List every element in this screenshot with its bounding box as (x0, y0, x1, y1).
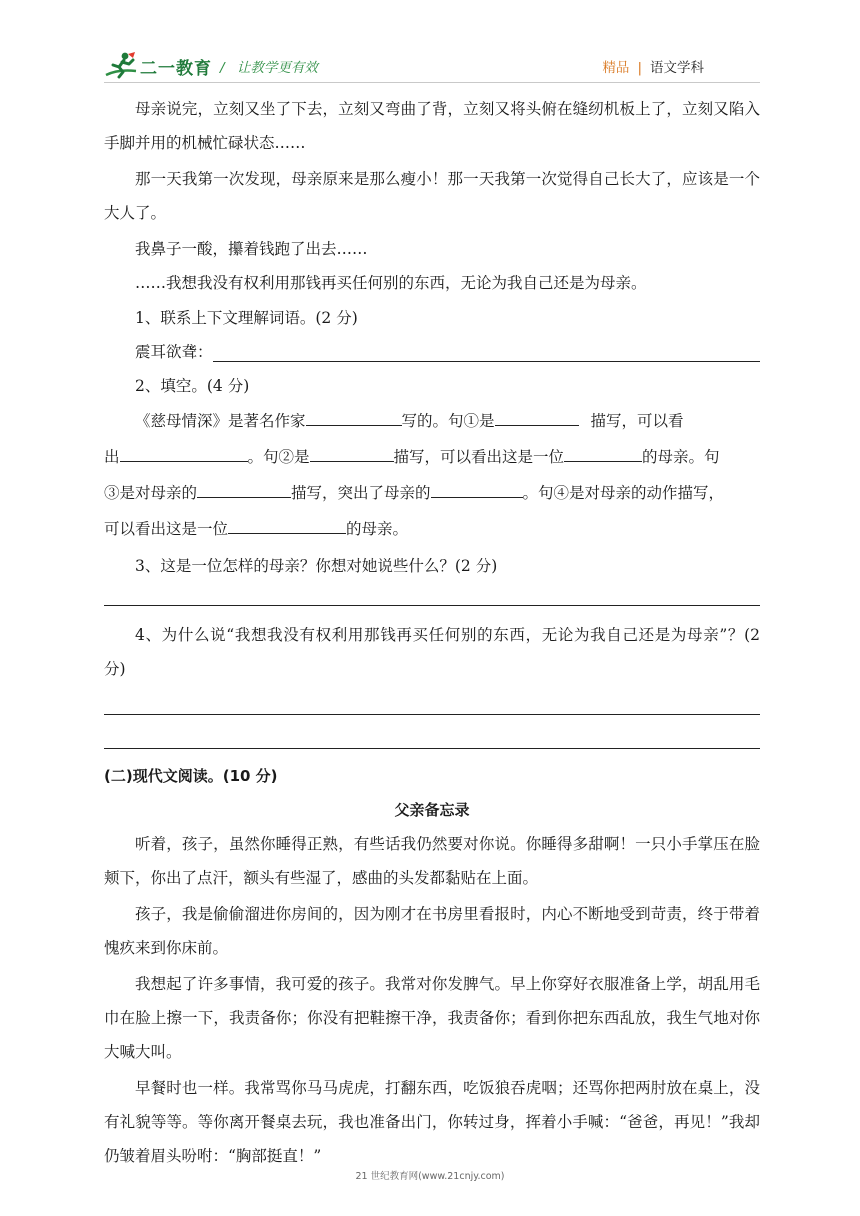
question-1-answer-line (104, 335, 760, 369)
subject-label: 语文学科 (650, 60, 704, 76)
article-paragraph: 听着，孩子，虽然你睡得正熟，有些话我仍然要对你说。你睡得多甜啊！一只小手掌压在脸颊下，你出了点汗，额头有些湿了，感曲的头发都黏贴在上面。 (104, 835, 760, 887)
paragraph: ……我想我没有权利用那钱再买任何别的东西，无论为我自己还是为母亲。 (135, 274, 647, 292)
logo-text: 二一教育 (140, 58, 212, 79)
logo (104, 48, 212, 84)
article-title: 父亲备忘录 (394, 801, 470, 819)
fill-text: 。句④是对母亲的动作描写， (522, 484, 725, 502)
article-paragraph: 早餐时也一样。我常骂你马马虎虎，打翻东西，吃饭狼吞虎咽；还骂你把两肘放在桌上，没有礼貌等等。等你离开餐桌去玩，我也准备出门，你转过身，挥着小手喊：“爸爸，再见！”我却仍皱着眉头吩咐：“胸部挺直！” (104, 1079, 760, 1165)
paragraph: 那一天我第一次发现，母亲原来是那么瘦小！那一天我第一次觉得自己长大了，应该是一个大人了。 (104, 170, 760, 222)
fill-text: 描写，突出了母亲的 (291, 484, 431, 502)
header-divider (104, 82, 760, 83)
fill-text: 出 (104, 448, 120, 466)
fill-text: 写的。句①是 (401, 412, 495, 430)
fill-line-4 (104, 511, 760, 547)
question-4: 4、为什么说“我想我没有权利用那钱再买任何别的东西，无论为我自己还是为母亲”？(2 分) (104, 626, 760, 678)
page-footer: 21 世纪教育网(www.21cnjy.com) (355, 1171, 505, 1182)
fill-line-1 (104, 403, 760, 439)
slogan (220, 56, 318, 76)
article-paragraph: 我想起了许多事情，我可爱的孩子。我常对你发脾气。早上你穿好衣服准备上学，胡乱用毛巾在脸上擦一下，我责备你；你没有把鞋擦干净，我责备你；看到你把东西乱放，我生气地对你大喊大叫。 (104, 975, 760, 1061)
question-1: 1、联系上下文理解词语。(2 分) (135, 309, 358, 327)
answer-blank[interactable] (564, 441, 642, 462)
question-3: 3、这是一位怎样的母亲？你想对她说些什么？(2 分) (135, 557, 498, 575)
fill-text: 《慈母情深》是著名作家 (135, 412, 306, 430)
section-heading: (二)现代文阅读。(10 分) (104, 767, 278, 785)
article-paragraph: 孩子，我是偷偷溜进你房间的，因为刚才在书房里看报时，内心不断地受到苛责，终于带着愧疚来到你床前。 (104, 905, 760, 957)
answer-line[interactable] (104, 748, 760, 749)
fill-text: 的母亲。句 (642, 448, 720, 466)
fill-text: ③是对母亲的 (104, 484, 198, 502)
fill-text: 。句②是 (247, 448, 310, 466)
fill-text: 可以看出这是一位 (104, 520, 229, 538)
term-label: 震耳欲聋： (135, 343, 213, 361)
quality-label: 精品 (602, 60, 630, 76)
fill-line-3 (104, 475, 760, 511)
question-2: 2、填空。(4 分) (135, 377, 250, 395)
page-content (104, 92, 760, 1173)
slogan-text: 让教学更有效 (236, 60, 318, 76)
fill-text: 描写，可以看 (590, 412, 684, 430)
answer-blank[interactable] (431, 477, 523, 498)
answer-blank[interactable] (310, 441, 394, 462)
answer-blank[interactable] (306, 405, 402, 426)
answer-blank[interactable] (197, 477, 291, 498)
page-header (104, 46, 760, 86)
paragraph: 母亲说完，立刻又坐了下去，立刻又弯曲了背，立刻又将头俯在缝纫机板上了，立刻又陷入手脚并用的机械忙碌状态…… (104, 100, 760, 152)
answer-line[interactable] (104, 714, 760, 715)
runner-logo-icon (104, 51, 138, 81)
fill-line-2 (104, 439, 760, 475)
answer-blank[interactable] (120, 441, 248, 462)
answer-blank[interactable] (213, 341, 760, 362)
header-labels (602, 56, 704, 76)
label-separator: | (637, 60, 642, 76)
answer-blank[interactable] (228, 513, 346, 534)
fill-text: 描写，可以看出这是一位 (393, 448, 565, 466)
slogan-slash: / (220, 60, 225, 76)
fill-text: 的母亲。 (346, 520, 409, 538)
answer-line[interactable] (104, 605, 760, 606)
paragraph: 我鼻子一酸，攥着钱跑了出去…… (135, 240, 368, 258)
answer-blank[interactable] (495, 405, 579, 426)
